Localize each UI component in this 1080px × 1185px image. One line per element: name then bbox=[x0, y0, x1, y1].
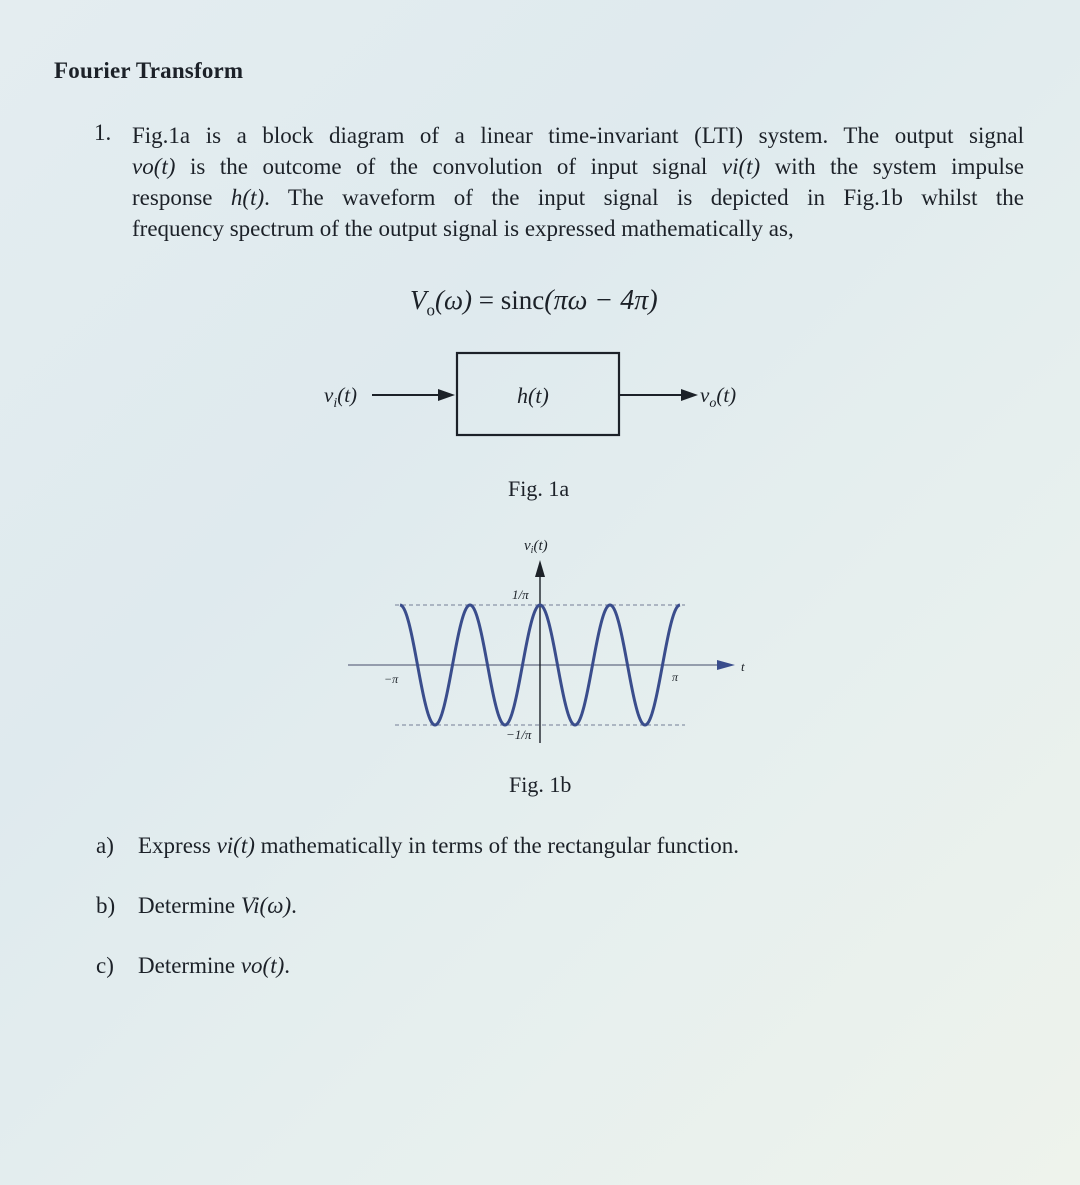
eq-inner: (πω − 4π) bbox=[544, 285, 658, 316]
part-b-text-1: Determine bbox=[138, 893, 241, 918]
output-spectrum-equation bbox=[410, 285, 658, 320]
part-b bbox=[96, 893, 297, 919]
part-c-text-1: Determine bbox=[138, 953, 241, 978]
question-line-3-text-b: . The waveform of the input signal is depicted in Fig.1b whilst the bbox=[264, 185, 1025, 210]
fig-1a-caption: Fig. 1a bbox=[508, 476, 570, 501]
eq-lhs: V bbox=[410, 285, 427, 315]
question-line-3-text-a: response bbox=[132, 185, 231, 210]
part-a-text-3: mathematically in terms of the rectangular function. bbox=[254, 833, 739, 858]
question-line-3 bbox=[132, 182, 1024, 213]
part-c-label: c) bbox=[96, 953, 114, 978]
x-tick-label-left: −π bbox=[384, 672, 399, 686]
part-b-label: b) bbox=[96, 893, 116, 918]
question-line-2-text-b: with the system impulse bbox=[760, 154, 1024, 179]
input-arrow-head bbox=[438, 389, 455, 401]
y-tick-label-bottom: −1/π bbox=[506, 727, 532, 742]
eq-func: sinc bbox=[500, 285, 545, 315]
part-a-text-1: Express bbox=[138, 833, 217, 858]
question-line-1-text: Fig.1a is a block diagram of a linear time-invariant (LTI) system. The output signal bbox=[132, 123, 1024, 148]
question-number: 1. bbox=[94, 120, 112, 145]
question-line-2-text-a: is the outcome of the convolution of input signal bbox=[175, 154, 722, 179]
block-input-label: $v_i(t)$ bbox=[324, 383, 358, 411]
part-c-text-2: vo(t) bbox=[240, 953, 285, 978]
eq-arg: (ω) bbox=[435, 285, 473, 315]
part-a-text-2: vi(t) bbox=[216, 833, 255, 858]
part-c bbox=[96, 953, 290, 979]
y-tick-label-top: 1/π bbox=[512, 587, 529, 602]
waveform-y-axis-arrow bbox=[535, 560, 545, 577]
part-b-text-2: Vi(ω) bbox=[240, 893, 292, 918]
section-heading: Fourier Transform bbox=[54, 58, 244, 83]
output-arrow-head bbox=[681, 389, 698, 401]
question-text bbox=[132, 120, 1024, 244]
part-b-text-3: . bbox=[291, 893, 297, 918]
question-line-4-text: frequency spectrum of the output signal is expressed mathematically as, bbox=[132, 216, 794, 241]
output-signal-ref: vo(t) bbox=[132, 154, 176, 179]
eq-equals: = bbox=[472, 285, 501, 315]
waveform-x-axis-label: t bbox=[741, 659, 745, 674]
block-diagram bbox=[310, 340, 770, 450]
part-c-text-3: . bbox=[284, 953, 290, 978]
impulse-response-ref: h(t) bbox=[230, 185, 265, 210]
part-a-label: a) bbox=[96, 833, 114, 858]
waveform-y-axis-label: $v_i(t)$ bbox=[524, 538, 548, 556]
waveform-x-axis-arrow bbox=[717, 660, 735, 670]
question-line-2 bbox=[132, 151, 1024, 182]
eq-lhs-sub: o bbox=[426, 300, 435, 320]
question-line-4 bbox=[132, 213, 1024, 244]
part-a bbox=[96, 833, 739, 859]
x-tick-label-right: π bbox=[672, 670, 679, 684]
system-block-label: h(t) bbox=[517, 383, 549, 408]
input-waveform-plot bbox=[340, 530, 760, 760]
question-line-1 bbox=[132, 120, 1024, 151]
fig-1b-caption: Fig. 1b bbox=[509, 772, 572, 797]
block-output-label: $v_o(t)$ bbox=[700, 383, 737, 411]
input-signal-ref: vi(t) bbox=[721, 154, 761, 179]
